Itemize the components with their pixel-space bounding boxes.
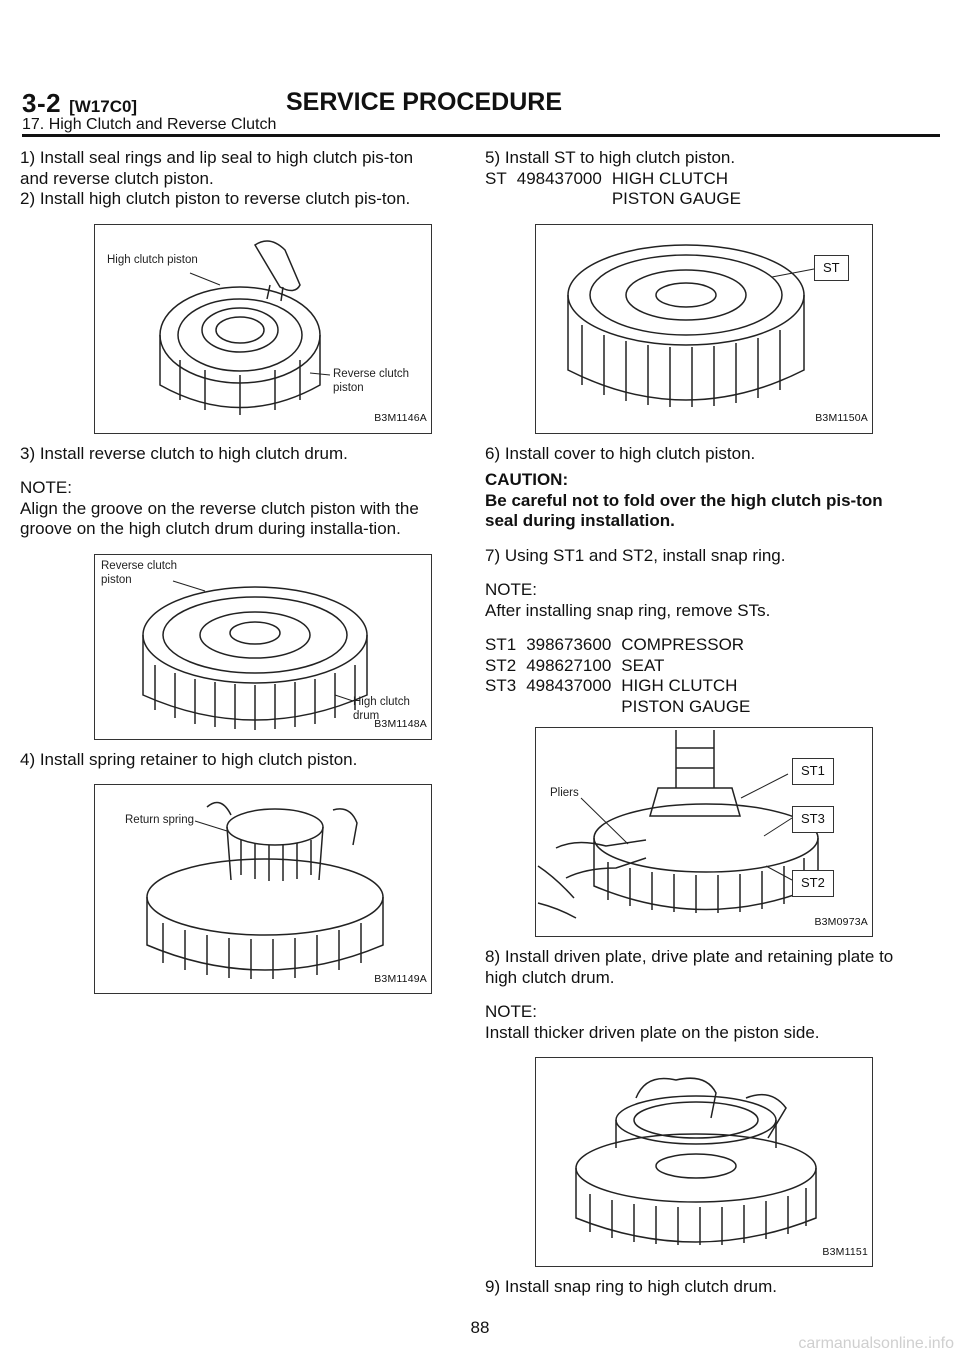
tool-number: 398673600 — [526, 635, 612, 654]
figure-illustration — [536, 1058, 872, 1266]
tool-table-step7 — [485, 635, 811, 717]
step-9: 9) Install snap ring to high clutch drum. — [485, 1277, 777, 1296]
figure-code: B3M1146A — [374, 412, 427, 424]
tool-table-step5 — [485, 169, 802, 210]
figure-code: B3M1150A — [815, 412, 868, 424]
right-column — [485, 148, 905, 1312]
tool-name: COMPRESSOR — [621, 635, 745, 654]
label-reverse-clutch-piston: Reverse clutch piston — [101, 559, 178, 586]
tool-row — [485, 676, 811, 717]
label-reverse-clutch-piston: Reverse clutch piston — [333, 367, 410, 394]
step-8: 8) Install driven plate, drive plate and retaining plate to high clutch drum. — [485, 947, 894, 987]
caution-text: Be careful not to fold over the high clutch pis-ton seal during installation. — [485, 490, 883, 530]
tool-name: HIGH CLUTCH PISTON GAUGE — [611, 168, 741, 208]
page-title: SERVICE PROCEDURE — [286, 88, 562, 116]
section-code: [W17C0] — [69, 97, 138, 116]
label-high-clutch-drum: High clutch drum — [353, 695, 410, 722]
step-1: 1) Install seal rings and lip seal to high clutch pis-ton and reverse clutch piston. — [20, 148, 414, 188]
tool-id: ST1 — [485, 635, 517, 654]
tool-row — [485, 169, 802, 210]
label-st2: ST2 — [792, 870, 834, 897]
watermark: carmanualsonline.info — [798, 1335, 954, 1352]
figure-st-gauge — [535, 224, 873, 434]
figure-code: B3M0973A — [814, 915, 868, 928]
tool-id: ST2 — [485, 655, 517, 675]
tool-id: ST3 — [485, 676, 517, 695]
tool-row — [485, 656, 811, 677]
tool-id: ST — [485, 168, 507, 188]
figure-return-spring — [94, 784, 432, 994]
left-column — [20, 148, 435, 1004]
note-3-title: NOTE: — [20, 478, 72, 497]
label-return-spring: Return spring — [125, 814, 195, 826]
step-3: 3) Install reverse clutch to high clutch drum. — [20, 443, 348, 463]
label-st1: ST1 — [792, 758, 834, 785]
step-7: 7) Using ST1 and ST2, install snap ring. — [485, 545, 786, 565]
section-number: 3-2 — [22, 88, 62, 118]
tool-name: HIGH CLUTCH PISTON GAUGE — [621, 676, 751, 716]
note-8-title: NOTE: — [485, 1002, 537, 1021]
figure-snap-ring-install — [535, 727, 873, 937]
step-2: 2) Install high clutch piston to reverse clutch pis-ton. — [20, 189, 411, 208]
label-pliers: Pliers — [550, 787, 579, 799]
step-5: 5) Install ST to high clutch piston. — [485, 148, 736, 167]
note-8-text: Install thicker driven plate on the piston side. — [485, 1022, 820, 1042]
caution-title: CAUTION: — [485, 470, 569, 489]
label-st3: ST3 — [792, 806, 834, 833]
figure-reverse-clutch — [94, 554, 432, 740]
figure-driven-plate — [535, 1057, 873, 1267]
page-header — [22, 88, 940, 134]
note-3-text: Align the groove on the reverse clutch piston with the groove on the high clutch drum during installa-tion. — [20, 498, 419, 538]
figure-code: B3M1151 — [822, 1245, 868, 1258]
header-rule — [22, 134, 940, 137]
figure-code: B3M1149A — [374, 972, 427, 985]
step-6: 6) Install cover to high clutch piston. — [485, 443, 756, 463]
figure-high-clutch-piston — [94, 224, 432, 434]
step-4: 4) Install spring retainer to high clutch piston. — [20, 749, 358, 769]
note-7-text: After installing snap ring, remove STs. — [485, 600, 771, 620]
label-st: ST — [814, 255, 849, 282]
tool-number: 498627100 — [526, 655, 612, 675]
tool-number: 498437000 — [526, 676, 612, 695]
page-subtitle: 17. High Clutch and Reverse Clutch — [22, 116, 277, 133]
label-high-clutch-piston: High clutch piston — [107, 253, 198, 266]
page-number: 88 — [470, 1318, 490, 1337]
note-7-title: NOTE: — [485, 580, 537, 599]
figure-code: B3M1148A — [374, 718, 427, 730]
tool-row — [485, 635, 811, 656]
tool-number: 498437000 — [516, 168, 602, 188]
tool-name: SEAT — [621, 655, 665, 675]
